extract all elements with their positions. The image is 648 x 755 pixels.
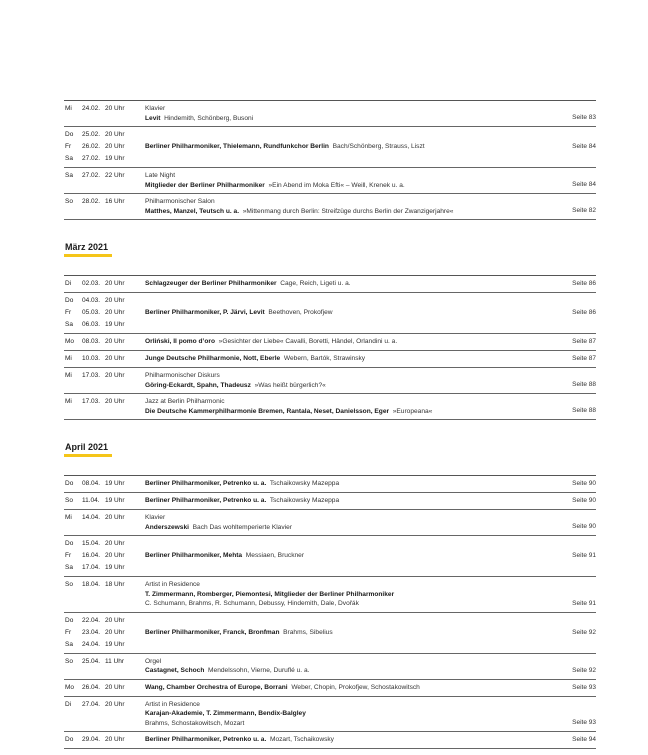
- event-category: Philharmonischer Diskurs: [145, 372, 220, 379]
- start-time: 22 Uhr: [105, 172, 125, 179]
- event-row: [64, 276, 596, 293]
- event-dates: [65, 513, 145, 532]
- event-list: [64, 275, 596, 420]
- event-date: [65, 371, 145, 381]
- event-details: [145, 130, 540, 164]
- event-main-line: [145, 407, 540, 417]
- event-dates: [65, 279, 145, 289]
- page-reference: Seite 88: [572, 407, 596, 414]
- page-reference: Seite 94: [572, 736, 596, 743]
- day-month: 29.04.: [82, 736, 101, 743]
- event-date: [65, 551, 145, 561]
- day-month: 08.04.: [82, 480, 101, 487]
- event-row: [64, 476, 596, 493]
- event-date: [65, 154, 145, 164]
- weekday: Fr: [65, 628, 72, 636]
- page-reference: Seite 91: [572, 599, 596, 607]
- weekday: Do: [65, 131, 74, 138]
- event-performers: Schlagzeuger der Berliner Philharmoniker: [145, 280, 277, 288]
- day-month: 16.04.: [82, 552, 101, 559]
- weekday: Di: [65, 280, 72, 287]
- day-month: 18.04.: [82, 581, 101, 588]
- event-date: [65, 657, 145, 667]
- event-dates: [65, 700, 145, 729]
- weekday: Fr: [65, 552, 72, 559]
- event-repertoire: Mendelssohn, Vierne, Duruflé u. a.: [208, 667, 310, 674]
- event-row: [64, 127, 596, 168]
- start-time: 20 Uhr: [105, 280, 125, 287]
- start-time: 20 Uhr: [105, 616, 125, 624]
- event-repertoire: Bach/Schönberg, Strauss, Liszt: [332, 143, 425, 151]
- start-time: 19 Uhr: [105, 564, 125, 571]
- event-repertoire: C. Schumann, Brahms, R. Schumann, Debussy, Hindemith, Dale, Dvořák: [145, 600, 359, 607]
- event-details: [145, 496, 540, 506]
- day-month: 08.03.: [82, 338, 101, 345]
- start-time: 19 Uhr: [105, 640, 125, 648]
- event-main-line: [145, 479, 540, 489]
- event-row: [64, 697, 596, 733]
- day-month: 23.04.: [82, 628, 101, 636]
- event-details: [145, 397, 540, 416]
- day-month: 28.02.: [82, 198, 101, 205]
- event-category: Klavier: [145, 105, 166, 112]
- weekday: Mi: [65, 372, 72, 379]
- event-performers: Berliner Philharmoniker, Thielemann, Rundfunkchor Berlin: [145, 143, 329, 151]
- weekday: Di: [65, 700, 72, 708]
- event-main-line: [145, 709, 540, 719]
- event-repertoire: »Ein Abend im Moka Efti« – Weill, Krenek u. a.: [268, 181, 405, 189]
- event-repertoire: Bach Das wohltemperierte Klavier: [192, 523, 292, 531]
- weekday: Mi: [65, 514, 72, 521]
- event-date: [65, 397, 145, 407]
- start-time: 20 Uhr: [105, 131, 125, 138]
- event-dates: [65, 616, 145, 650]
- day-month: 27.02.: [82, 155, 101, 162]
- event-row: [64, 680, 596, 697]
- page-reference: Seite 90: [572, 523, 596, 530]
- day-month: 02.03.: [82, 280, 101, 287]
- start-time: 20 Uhr: [105, 552, 125, 559]
- event-date: [65, 616, 145, 626]
- event-date: [65, 628, 145, 638]
- day-month: 15.04.: [82, 540, 101, 547]
- start-time: 20 Uhr: [105, 372, 125, 379]
- month-section: [64, 100, 596, 220]
- concert-calendar: [64, 100, 596, 749]
- event-repertoire: »Europeana«: [392, 407, 433, 415]
- event-details: [145, 296, 540, 330]
- event-performers: Mitglieder der Berliner Philharmoniker: [145, 181, 265, 189]
- page-reference: Seite 84: [572, 143, 596, 150]
- event-date: [65, 171, 145, 181]
- start-time: 19 Uhr: [105, 155, 125, 162]
- event-row: [64, 334, 596, 351]
- event-date: [65, 735, 145, 745]
- event-details: [145, 683, 540, 693]
- event-repertoire: Hindemith, Schönberg, Busoni: [164, 114, 254, 122]
- event-main-line: [145, 551, 540, 561]
- weekday: Mi: [65, 398, 72, 405]
- event-performers: Berliner Philharmoniker, Franck, Bronfman: [145, 628, 280, 636]
- event-dates: [65, 496, 145, 506]
- event-category: Late Night: [145, 172, 176, 179]
- event-row: [64, 351, 596, 368]
- weekday: Do: [65, 297, 74, 304]
- page-reference: Seite 86: [572, 280, 596, 287]
- page-reference: Seite 87: [572, 338, 596, 345]
- event-performers: Matthes, Manzel, Teutsch u. a.: [145, 207, 240, 215]
- event-date: [65, 479, 145, 489]
- start-time: 20 Uhr: [105, 309, 125, 316]
- day-month: 26.04.: [82, 683, 101, 691]
- event-dates: [65, 197, 145, 216]
- event-main-line: [145, 683, 540, 693]
- event-date: [65, 337, 145, 347]
- day-month: 27.02.: [82, 172, 101, 179]
- event-details: [145, 104, 540, 123]
- event-dates: [65, 397, 145, 416]
- weekday: So: [65, 198, 73, 205]
- event-details: [145, 479, 540, 489]
- event-details: [145, 657, 540, 676]
- event-main-line: [145, 337, 540, 347]
- event-performers: Junge Deutsche Philharmonie, Nott, Eberle: [145, 355, 281, 363]
- event-row: [64, 577, 596, 613]
- event-details: [145, 197, 540, 216]
- page-reference: Seite 88: [572, 381, 596, 388]
- event-row: [64, 654, 596, 680]
- start-time: 20 Uhr: [105, 628, 125, 636]
- month-heading: April 2021: [64, 442, 112, 457]
- event-dates: [65, 735, 145, 745]
- event-repertoire: »Mittenmang durch Berlin: Streifzüge durchs Berlin der Zwanzigerjahre«: [242, 207, 454, 215]
- event-date: [65, 104, 145, 114]
- weekday: Do: [65, 480, 74, 487]
- event-list: [64, 100, 596, 220]
- event-details: [145, 735, 540, 745]
- weekday: Do: [65, 540, 74, 547]
- event-dates: [65, 104, 145, 123]
- weekday: Mi: [65, 355, 72, 362]
- event-main-line: [145, 181, 540, 191]
- event-repertoire: Messiaen, Bruckner: [245, 552, 305, 560]
- event-dates: [65, 171, 145, 190]
- event-row: [64, 493, 596, 510]
- event-category: Artist in Residence: [145, 700, 200, 708]
- start-time: 16 Uhr: [105, 198, 125, 205]
- weekday: Mi: [65, 105, 72, 112]
- weekday: Sa: [65, 155, 73, 162]
- start-time: 20 Uhr: [105, 514, 125, 521]
- weekday: Sa: [65, 564, 73, 571]
- event-date: [65, 563, 145, 573]
- weekday: So: [65, 581, 73, 588]
- month-section: [64, 420, 596, 749]
- event-date: [65, 640, 145, 650]
- event-details: [145, 580, 540, 609]
- event-main-line: [145, 735, 540, 745]
- event-dates: [65, 354, 145, 364]
- event-details: [145, 371, 540, 390]
- event-row: [64, 293, 596, 334]
- day-month: 17.03.: [82, 398, 101, 405]
- event-details: [145, 354, 540, 364]
- event-repertoire: Brahms, Schostakowitsch, Mozart: [145, 719, 245, 727]
- event-list: [64, 475, 596, 749]
- weekday: Fr: [65, 309, 72, 316]
- event-main-line: [145, 279, 540, 289]
- event-performers: Berliner Philharmoniker, Petrenko u. a.: [145, 497, 267, 505]
- event-performers: Die Deutsche Kammerphilharmonie Bremen, Rantala, Neset, Danielsson, Eger: [145, 407, 390, 415]
- event-details: [145, 616, 540, 650]
- start-time: 20 Uhr: [105, 540, 125, 547]
- event-performers: Wang, Chamber Orchestra of Europe, Borrani: [145, 683, 288, 691]
- start-time: 20 Uhr: [105, 297, 125, 304]
- event-main-line: [145, 523, 540, 533]
- event-row: [64, 168, 596, 194]
- event-repertoire: Webern, Bartók, Strawinsky: [283, 355, 366, 363]
- event-details: [145, 279, 540, 289]
- day-month: 22.04.: [82, 616, 101, 624]
- event-row: [64, 536, 596, 577]
- event-dates: [65, 130, 145, 164]
- event-date: [65, 580, 145, 590]
- event-row: [64, 394, 596, 420]
- event-date: [65, 296, 145, 306]
- event-category: Jazz at Berlin Philharmonic: [145, 398, 225, 405]
- event-row: [64, 510, 596, 536]
- day-month: 24.04.: [82, 640, 101, 648]
- day-month: 26.02.: [82, 143, 101, 150]
- weekday: Mo: [65, 338, 75, 345]
- weekday: So: [65, 657, 73, 665]
- weekday: Sa: [65, 321, 73, 328]
- event-dates: [65, 371, 145, 390]
- event-performers: Anderszewski: [145, 523, 189, 531]
- event-performers: Berliner Philharmoniker, Mehta: [145, 552, 243, 560]
- weekday: Do: [65, 736, 74, 743]
- event-main-line: [145, 354, 540, 364]
- start-time: 20 Uhr: [105, 143, 125, 150]
- start-time: 20 Uhr: [105, 398, 125, 405]
- start-time: 18 Uhr: [105, 581, 125, 588]
- event-row: [64, 101, 596, 127]
- day-month: 17.03.: [82, 372, 101, 379]
- event-category: Klavier: [145, 514, 166, 521]
- event-details: [145, 337, 540, 347]
- event-main-line: [145, 590, 540, 600]
- page-reference: Seite 84: [572, 181, 596, 188]
- event-repertoire: Weber, Chopin, Prokofjew, Schostakowitsch: [291, 683, 420, 691]
- event-dates: [65, 296, 145, 330]
- event-performers: Berliner Philharmoniker, Petrenko u. a.: [145, 480, 267, 488]
- start-time: 19 Uhr: [105, 497, 125, 504]
- event-category: Artist in Residence: [145, 581, 200, 588]
- event-date: [65, 279, 145, 289]
- start-time: 20 Uhr: [105, 338, 125, 345]
- event-dates: [65, 580, 145, 609]
- event-dates: [65, 337, 145, 347]
- page-reference: Seite 90: [572, 480, 596, 487]
- event-main-line: [145, 666, 540, 676]
- day-month: 11.04.: [82, 497, 100, 504]
- event-date: [65, 142, 145, 152]
- event-performers: Castagnet, Schoch: [145, 667, 205, 674]
- day-month: 10.03.: [82, 355, 101, 362]
- event-date: [65, 496, 145, 506]
- start-time: 19 Uhr: [105, 321, 125, 328]
- page-reference: Seite 87: [572, 355, 596, 362]
- event-dates: [65, 539, 145, 573]
- event-dates: [65, 479, 145, 489]
- weekday: Mo: [65, 683, 75, 691]
- event-main-line: [145, 628, 540, 638]
- page-reference: Seite 83: [572, 114, 596, 121]
- start-time: 20 Uhr: [105, 736, 125, 743]
- day-month: 05.03.: [82, 309, 101, 316]
- weekday: Fr: [65, 143, 72, 150]
- page-reference: Seite 93: [572, 719, 596, 726]
- event-repertoire: Tschaikowsky Mazeppa: [269, 497, 340, 505]
- event-date: [65, 197, 145, 207]
- event-date: [65, 354, 145, 364]
- month-heading: März 2021: [64, 242, 112, 257]
- event-performers: Berliner Philharmoniker, P. Järvi, Levit: [145, 309, 265, 317]
- event-performers: Berliner Philharmoniker, Petrenko u. a.: [145, 736, 267, 744]
- weekday: Sa: [65, 640, 73, 648]
- start-time: 20 Uhr: [105, 355, 125, 362]
- event-details: [145, 700, 540, 729]
- event-main-line: [145, 381, 540, 391]
- event-main-line: [145, 114, 540, 124]
- event-dates: [65, 657, 145, 676]
- start-time: 20 Uhr: [105, 683, 125, 691]
- event-date: [65, 308, 145, 318]
- day-month: 27.04.: [82, 700, 101, 708]
- day-month: 25.04.: [82, 657, 101, 665]
- event-date: [65, 513, 145, 523]
- page-reference: Seite 92: [572, 666, 596, 674]
- event-row: [64, 368, 596, 394]
- event-main-line: [145, 207, 540, 217]
- event-repertoire: Tschaikowsky Mazeppa: [269, 480, 340, 488]
- weekday: Sa: [65, 172, 73, 179]
- start-time: 11 Uhr: [105, 657, 125, 665]
- start-time: 20 Uhr: [105, 105, 125, 112]
- event-category: Orgel: [145, 657, 162, 665]
- event-repertoire: Mozart, Tschaikowsky: [269, 736, 334, 744]
- day-month: 24.02.: [82, 105, 101, 112]
- event-date: [65, 539, 145, 549]
- page-reference: Seite 91: [572, 552, 596, 559]
- weekday: Do: [65, 616, 74, 624]
- page-reference: Seite 92: [572, 628, 596, 636]
- event-details: [145, 539, 540, 573]
- start-time: 19 Uhr: [105, 480, 125, 487]
- day-month: 14.04.: [82, 514, 101, 521]
- event-repertoire: Beethoven, Prokofjew: [268, 309, 333, 317]
- month-section: [64, 220, 596, 420]
- event-performers: Karajan-Akademie, T. Zimmermann, Bendix-Balgley: [145, 710, 306, 717]
- day-month: 04.03.: [82, 297, 101, 304]
- event-row: [64, 732, 596, 749]
- event-date: [65, 130, 145, 140]
- event-repertoire: »Gesichter der Liebe« Cavalli, Boretti, Händel, Orlandini u. a.: [218, 338, 398, 346]
- event-performers: Göring-Eckardt, Spahn, Thadeusz: [145, 381, 251, 389]
- event-performers: Orliński, Il pomo d’oro: [145, 338, 215, 346]
- event-details: [145, 513, 540, 532]
- day-month: 17.04.: [82, 564, 101, 571]
- event-repertoire: »Was heißt bürgerlich?«: [254, 381, 326, 389]
- event-main-line: [145, 496, 540, 506]
- event-category: Philharmonischer Salon: [145, 198, 215, 205]
- event-date: [65, 320, 145, 330]
- event-date: [65, 683, 145, 693]
- page-reference: Seite 82: [572, 207, 596, 214]
- day-month: 25.02.: [82, 131, 101, 138]
- event-performers: T. Zimmermann, Romberger, Piemontesi, Mitglieder der Berliner Philharmoniker: [145, 590, 395, 598]
- day-month: 06.03.: [82, 321, 101, 328]
- event-performers: Levit: [145, 114, 161, 122]
- event-main-line: [145, 142, 540, 152]
- event-repertoire: Brahms, Sibelius: [283, 628, 333, 636]
- event-row: [64, 194, 596, 220]
- event-row: [64, 613, 596, 654]
- event-date: [65, 700, 145, 710]
- event-details: [145, 171, 540, 190]
- page-reference: Seite 86: [572, 309, 596, 316]
- page-reference: Seite 90: [572, 497, 596, 504]
- weekday: So: [65, 497, 73, 504]
- start-time: 20 Uhr: [105, 700, 125, 708]
- event-dates: [65, 683, 145, 693]
- page-reference: Seite 93: [572, 683, 596, 691]
- event-repertoire: Cage, Reich, Ligeti u. a.: [280, 280, 351, 288]
- event-main-line: [145, 308, 540, 318]
